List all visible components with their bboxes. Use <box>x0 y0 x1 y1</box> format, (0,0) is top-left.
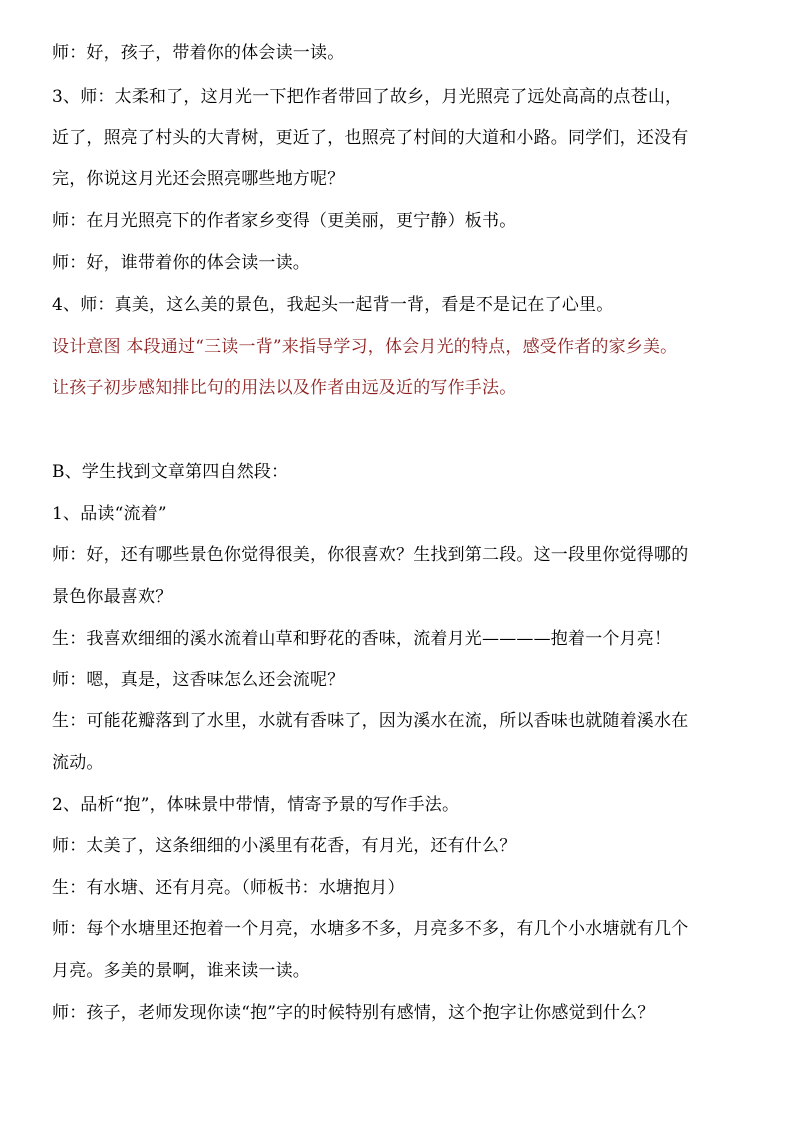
design-intent-note: 让孩子初步感知排比句的用法以及作者由远及近的写作手法。 <box>52 378 517 398</box>
paragraph-line: 师：好，谁带着你的体会读一读。 <box>52 253 310 273</box>
paragraph-line: 完，你说这月光还会照亮哪些地方呢？ <box>52 169 345 189</box>
paragraph-line: 师：孩子，老师发现你读“抱”字的时候特别有感情，这个抱字让你感觉到什么？ <box>52 1003 655 1023</box>
paragraph-line: 3、师：太柔和了，这月光一下把作者带回了故乡，月光照亮了远处高高的点苍山， <box>52 87 683 107</box>
design-intent-note: 设计意图 本段通过“三读一背”来指导学习，体会月光的特点，感受作者的家乡美。 <box>52 337 678 357</box>
subsection-heading: 2、品析“抱”，体味景中带情，情寄予景的写作手法。 <box>52 795 460 815</box>
paragraph-line: 生：我喜欢细细的溪水流着山草和野花的香味，流着月光————抱着一个月亮！ <box>52 629 672 649</box>
paragraph-line: 近了，照亮了村头的大青树，更近了，也照亮了村间的大道和小路。同学们，还没有 <box>52 128 689 148</box>
paragraph-line: 4、师：真美，这么美的景色，我起头一起背一背，看是不是记在了心里。 <box>52 295 614 315</box>
paragraph-line: 师：好，孩子，带着你的体会读一读。 <box>52 43 345 63</box>
paragraph-line: 师：在月光照亮下的作者家乡变得（更美丽，更宁静）板书。 <box>52 211 517 231</box>
subsection-heading: 1、品读“流着” <box>52 504 167 524</box>
paragraph-line: 师：嗯，真是，这香味怎么还会流呢？ <box>52 670 345 690</box>
paragraph-line: 生：可能花瓣落到了水里，水就有香味了，因为溪水在流，所以香味也就随着溪水在 <box>52 711 689 731</box>
paragraph-line: 师：太美了，这条细细的小溪里有花香，有月光，还有什么？ <box>52 836 517 856</box>
section-heading: B、学生找到文章第四自然段： <box>52 462 289 482</box>
paragraph-line: 景色你最喜欢？ <box>52 587 173 607</box>
paragraph-line: 师：每个水塘里还抱着一个月亮，水塘多不多，月亮多不多，有几个小水塘就有几个 <box>52 919 689 939</box>
paragraph-line: 流动。 <box>52 753 104 773</box>
paragraph-line: 生：有水塘、还有月亮。（师板书：水塘抱月） <box>52 878 405 898</box>
paragraph-line: 师：好，还有哪些景色你觉得很美，你很喜欢？生找到第二段。这一段里你觉得哪的 <box>52 545 689 565</box>
paragraph-line: 月亮。多美的景啊，谁来读一读。 <box>52 961 310 981</box>
